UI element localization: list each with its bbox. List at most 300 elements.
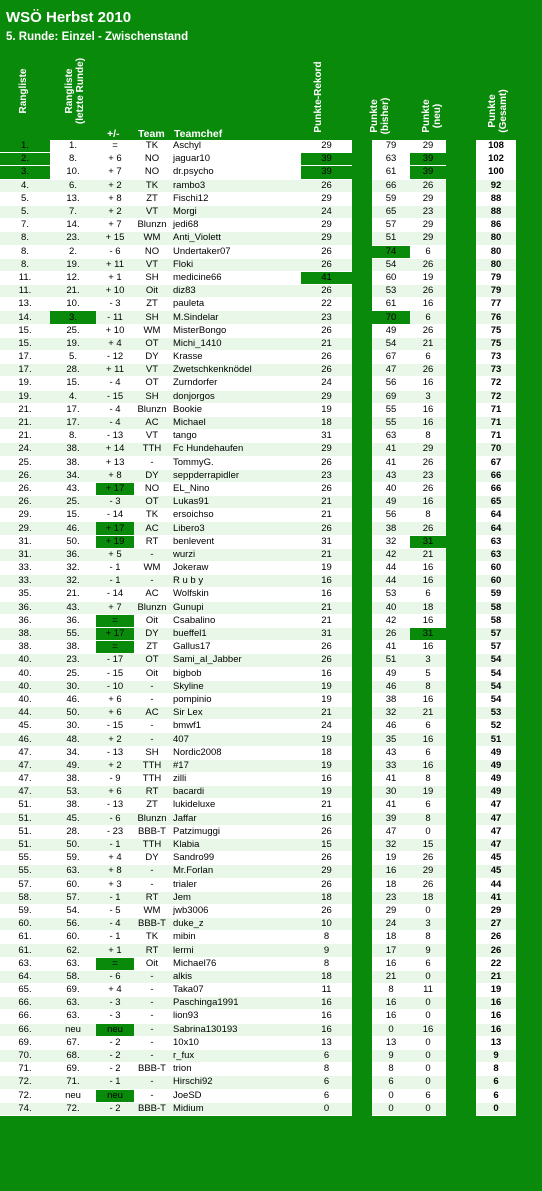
cell-punkte-rekord: 26 xyxy=(301,180,352,193)
cell-prev-rank: 10. xyxy=(50,298,96,311)
cell-punkte-rekord: 29 xyxy=(301,865,352,878)
cell-diff: - 3 xyxy=(96,997,134,1010)
cell-punkte-gesamt: 79 xyxy=(476,272,516,285)
cell-punkte-bisher: 55 xyxy=(372,417,410,430)
cell-teamchef: duke_z xyxy=(170,918,301,931)
cell-team: RT xyxy=(134,786,170,799)
cell-punkte-neu: 26 xyxy=(410,522,446,535)
column-gap xyxy=(352,944,372,957)
column-gap xyxy=(352,747,372,760)
cell-punkte-gesamt: 51 xyxy=(476,733,516,746)
column-gap xyxy=(446,707,476,720)
cell-rank: 19. xyxy=(0,377,50,390)
cell-rank: 65. xyxy=(0,984,50,997)
cell-punkte-bisher: 19 xyxy=(372,852,410,865)
column-gap xyxy=(446,404,476,417)
cell-prev-rank: 38. xyxy=(50,773,96,786)
cell-teamchef: Libero3 xyxy=(170,522,301,535)
table-row xyxy=(0,509,516,522)
cell-punkte-neu: 21 xyxy=(410,549,446,562)
cell-punkte-bisher: 54 xyxy=(372,259,410,272)
cell-teamchef: Sabrina130193 xyxy=(170,1024,301,1037)
table-row xyxy=(0,549,516,562)
table-row xyxy=(0,852,516,865)
column-gap xyxy=(446,575,476,588)
cell-rank: 47. xyxy=(0,747,50,760)
cell-punkte-bisher: 0 xyxy=(372,1090,410,1103)
cell-punkte-neu: 8 xyxy=(410,681,446,694)
standings-table-wrap xyxy=(0,140,542,1116)
column-gap xyxy=(352,588,372,601)
cell-rank: 51. xyxy=(0,813,50,826)
cell-punkte-neu: 26 xyxy=(410,325,446,338)
cell-punkte-rekord: 16 xyxy=(301,997,352,1010)
cell-team: TK xyxy=(134,509,170,522)
table-row xyxy=(0,404,516,417)
cell-rank: 72. xyxy=(0,1090,50,1103)
cell-teamchef: R u b y xyxy=(170,575,301,588)
cell-punkte-bisher: 63 xyxy=(372,153,410,166)
cell-punkte-neu: 6 xyxy=(410,311,446,324)
column-gap xyxy=(352,852,372,865)
cell-punkte-gesamt: 49 xyxy=(476,773,516,786)
cell-punkte-neu: 0 xyxy=(410,1010,446,1023)
cell-team: - xyxy=(134,1024,170,1037)
cell-diff: + 17 xyxy=(96,483,134,496)
cell-punkte-bisher: 60 xyxy=(372,272,410,285)
cell-punkte-rekord: 21 xyxy=(301,799,352,812)
cell-punkte-rekord: 21 xyxy=(301,615,352,628)
cell-prev-rank: 59. xyxy=(50,852,96,865)
column-gap xyxy=(446,246,476,259)
cell-punkte-rekord: 26 xyxy=(301,325,352,338)
cell-rank: 8. xyxy=(0,246,50,259)
cell-punkte-gesamt: 100 xyxy=(476,166,516,179)
cell-teamchef: Klabia xyxy=(170,839,301,852)
column-gap xyxy=(352,786,372,799)
cell-punkte-bisher: 40 xyxy=(372,483,410,496)
cell-punkte-neu: 31 xyxy=(410,536,446,549)
cell-prev-rank: 30. xyxy=(50,681,96,694)
column-gap xyxy=(446,193,476,206)
cell-team: SH xyxy=(134,311,170,324)
cell-diff: - 5 xyxy=(96,905,134,918)
cell-punkte-rekord: 19 xyxy=(301,760,352,773)
column-gap xyxy=(352,813,372,826)
cell-punkte-rekord: 23 xyxy=(301,470,352,483)
cell-punkte-rekord: 31 xyxy=(301,430,352,443)
cell-teamchef: Michi_1410 xyxy=(170,338,301,351)
cell-punkte-neu: 21 xyxy=(410,707,446,720)
cell-punkte-neu: 0 xyxy=(410,1103,446,1116)
cell-team: WM xyxy=(134,905,170,918)
column-gap xyxy=(352,1076,372,1089)
cell-diff: + 14 xyxy=(96,443,134,456)
cell-prev-rank: 34. xyxy=(50,470,96,483)
column-gap xyxy=(352,404,372,417)
cell-rank: 15. xyxy=(0,338,50,351)
cell-teamchef: MisterBongo xyxy=(170,325,301,338)
page-subtitle: 5. Runde: Einzel - Zwischenstand xyxy=(6,31,189,43)
cell-punkte-rekord: 0 xyxy=(301,1103,352,1116)
cell-rank: 4. xyxy=(0,180,50,193)
cell-punkte-neu: 3 xyxy=(410,391,446,404)
cell-prev-rank: 55. xyxy=(50,628,96,641)
header-punkte-neu xyxy=(421,95,443,137)
cell-prev-rank: neu xyxy=(50,1024,96,1037)
cell-prev-rank: 25. xyxy=(50,496,96,509)
table-row xyxy=(0,391,516,404)
cell-punkte-gesamt: 26 xyxy=(476,931,516,944)
cell-punkte-gesamt: 53 xyxy=(476,707,516,720)
column-gap xyxy=(446,1103,476,1116)
cell-punkte-gesamt: 75 xyxy=(476,325,516,338)
cell-punkte-rekord: 26 xyxy=(301,641,352,654)
column-gap xyxy=(446,681,476,694)
column-gap xyxy=(446,641,476,654)
header-diff: +/- xyxy=(107,128,120,140)
cell-punkte-bisher: 54 xyxy=(372,338,410,351)
cell-punkte-gesamt: 0 xyxy=(476,1103,516,1116)
column-gap xyxy=(352,272,372,285)
cell-rank: 24. xyxy=(0,443,50,456)
column-gap xyxy=(352,351,372,364)
cell-teamchef: medicine66 xyxy=(170,272,301,285)
cell-punkte-neu: 0 xyxy=(410,826,446,839)
cell-rank: 17. xyxy=(0,351,50,364)
cell-punkte-neu: 8 xyxy=(410,430,446,443)
cell-rank: 47. xyxy=(0,786,50,799)
cell-rank: 57. xyxy=(0,879,50,892)
cell-prev-rank: 23. xyxy=(50,654,96,667)
cell-rank: 26. xyxy=(0,483,50,496)
header-teamchef: Teamchef xyxy=(174,128,223,140)
cell-punkte-gesamt: 92 xyxy=(476,180,516,193)
cell-rank: 14. xyxy=(0,311,50,324)
cell-prev-rank: 8. xyxy=(50,430,96,443)
cell-rank: 1. xyxy=(0,140,50,153)
cell-team: - xyxy=(134,1090,170,1103)
cell-diff: + 19 xyxy=(96,536,134,549)
cell-punkte-gesamt: 76 xyxy=(476,311,516,324)
cell-team: ZT xyxy=(134,799,170,812)
cell-diff: - 3 xyxy=(96,1010,134,1023)
cell-team: - xyxy=(134,971,170,984)
column-gap xyxy=(446,311,476,324)
cell-punkte-gesamt: 108 xyxy=(476,140,516,153)
header-rangliste: Rangliste xyxy=(18,68,29,114)
cell-rank: 21. xyxy=(0,404,50,417)
cell-rank: 47. xyxy=(0,773,50,786)
cell-punkte-gesamt: 47 xyxy=(476,799,516,812)
cell-diff: + 7 xyxy=(96,602,134,615)
cell-rank: 17. xyxy=(0,364,50,377)
cell-punkte-neu: 26 xyxy=(410,879,446,892)
table-row xyxy=(0,351,516,364)
cell-punkte-bisher: 49 xyxy=(372,496,410,509)
cell-diff: - 1 xyxy=(96,931,134,944)
cell-team: - xyxy=(134,984,170,997)
cell-teamchef: lermi xyxy=(170,944,301,957)
cell-punkte-rekord: 26 xyxy=(301,483,352,496)
table-row xyxy=(0,733,516,746)
column-gap xyxy=(352,1024,372,1037)
cell-punkte-gesamt: 57 xyxy=(476,628,516,641)
column-gap xyxy=(352,892,372,905)
cell-rank: 66. xyxy=(0,997,50,1010)
cell-punkte-gesamt: 72 xyxy=(476,391,516,404)
cell-diff: + 6 xyxy=(96,707,134,720)
column-gap xyxy=(446,180,476,193)
cell-punkte-neu: 16 xyxy=(410,1024,446,1037)
column-gap xyxy=(352,246,372,259)
cell-teamchef: Aschyl xyxy=(170,140,301,153)
table-row xyxy=(0,958,516,971)
cell-rank: 31. xyxy=(0,549,50,562)
cell-teamchef: Michael xyxy=(170,417,301,430)
cell-teamchef: Midium xyxy=(170,1103,301,1116)
cell-team: Blunzn xyxy=(134,813,170,826)
cell-teamchef: trialer xyxy=(170,879,301,892)
cell-teamchef: Hirschi92 xyxy=(170,1076,301,1089)
column-gap xyxy=(352,997,372,1010)
cell-punkte-neu: 29 xyxy=(410,193,446,206)
column-gap xyxy=(446,219,476,232)
cell-team: WM xyxy=(134,562,170,575)
cell-punkte-gesamt: 49 xyxy=(476,760,516,773)
cell-rank: 36. xyxy=(0,602,50,615)
cell-diff: - 10 xyxy=(96,681,134,694)
column-gap xyxy=(446,852,476,865)
cell-diff: + 2 xyxy=(96,733,134,746)
column-gap xyxy=(446,918,476,931)
column-gap xyxy=(352,193,372,206)
cell-punkte-rekord: 6 xyxy=(301,1076,352,1089)
cell-teamchef: M.Sindelar xyxy=(170,311,301,324)
column-gap xyxy=(446,298,476,311)
cell-diff: + 2 xyxy=(96,760,134,773)
column-gap xyxy=(446,654,476,667)
cell-rank: 8. xyxy=(0,232,50,245)
cell-rank: 26. xyxy=(0,470,50,483)
cell-punkte-bisher: 21 xyxy=(372,971,410,984)
cell-punkte-rekord: 22 xyxy=(301,298,352,311)
cell-rank: 2. xyxy=(0,153,50,166)
table-row xyxy=(0,1024,516,1037)
column-gap xyxy=(446,694,476,707)
cell-punkte-gesamt: 6 xyxy=(476,1076,516,1089)
cell-prev-rank: 15. xyxy=(50,509,96,522)
cell-punkte-neu: 15 xyxy=(410,839,446,852)
cell-prev-rank: 19. xyxy=(50,259,96,272)
header-rangliste-letzte-line2: (letzte Runde) xyxy=(75,57,86,125)
table-row xyxy=(0,364,516,377)
header-punkte-bisher-line2: (bisher) xyxy=(380,97,391,135)
cell-punkte-gesamt: 52 xyxy=(476,720,516,733)
column-gap xyxy=(352,311,372,324)
column-gap xyxy=(352,984,372,997)
cell-rank: 40. xyxy=(0,694,50,707)
column-gap xyxy=(446,602,476,615)
table-row xyxy=(0,931,516,944)
cell-rank: 5. xyxy=(0,193,50,206)
cell-prev-rank: 67. xyxy=(50,1037,96,1050)
cell-teamchef: Jaffar xyxy=(170,813,301,826)
cell-punkte-bisher: 16 xyxy=(372,958,410,971)
cell-teamchef: r_fux xyxy=(170,1050,301,1063)
cell-punkte-bisher: 61 xyxy=(372,298,410,311)
cell-diff: - 1 xyxy=(96,562,134,575)
table-row xyxy=(0,747,516,760)
cell-punkte-neu: 26 xyxy=(410,259,446,272)
standings-table xyxy=(0,140,516,1116)
cell-punkte-gesamt: 16 xyxy=(476,1010,516,1023)
cell-team: Oit xyxy=(134,958,170,971)
column-gap xyxy=(446,971,476,984)
cell-teamchef: Csabalino xyxy=(170,615,301,628)
column-gap xyxy=(446,1037,476,1050)
cell-punkte-bisher: 8 xyxy=(372,1063,410,1076)
cell-punkte-bisher: 18 xyxy=(372,879,410,892)
cell-punkte-gesamt: 8 xyxy=(476,1063,516,1076)
cell-punkte-gesamt: 60 xyxy=(476,575,516,588)
table-row xyxy=(0,1090,516,1103)
cell-teamchef: #17 xyxy=(170,760,301,773)
cell-diff: - 6 xyxy=(96,971,134,984)
cell-rank: 5. xyxy=(0,206,50,219)
cell-team: - xyxy=(134,733,170,746)
cell-prev-rank: 46. xyxy=(50,522,96,535)
table-row xyxy=(0,166,516,179)
cell-punkte-neu: 16 xyxy=(410,760,446,773)
table-row xyxy=(0,602,516,615)
column-gap xyxy=(446,813,476,826)
cell-teamchef: bigbob xyxy=(170,668,301,681)
cell-punkte-gesamt: 88 xyxy=(476,206,516,219)
column-gap xyxy=(446,615,476,628)
cell-diff: - 1 xyxy=(96,1076,134,1089)
cell-team: VT xyxy=(134,364,170,377)
cell-punkte-gesamt: 57 xyxy=(476,641,516,654)
column-gap xyxy=(352,971,372,984)
cell-punkte-neu: 18 xyxy=(410,602,446,615)
cell-punkte-neu: 0 xyxy=(410,1076,446,1089)
cell-punkte-rekord: 10 xyxy=(301,918,352,931)
cell-prev-rank: 38. xyxy=(50,641,96,654)
cell-punkte-neu: 16 xyxy=(410,562,446,575)
cell-prev-rank: 43. xyxy=(50,483,96,496)
column-gap xyxy=(352,509,372,522)
cell-team: RT xyxy=(134,536,170,549)
column-gap xyxy=(446,562,476,575)
table-row xyxy=(0,799,516,812)
cell-punkte-bisher: 41 xyxy=(372,799,410,812)
cell-team: DY xyxy=(134,470,170,483)
column-gap xyxy=(352,140,372,153)
cell-diff: = xyxy=(96,958,134,971)
cell-prev-rank: 60. xyxy=(50,879,96,892)
column-gap xyxy=(446,470,476,483)
cell-punkte-rekord: 8 xyxy=(301,958,352,971)
table-row xyxy=(0,760,516,773)
column-gap xyxy=(352,483,372,496)
cell-punkte-neu: 21 xyxy=(410,338,446,351)
cell-punkte-gesamt: 49 xyxy=(476,747,516,760)
cell-punkte-bisher: 41 xyxy=(372,773,410,786)
cell-prev-rank: 50. xyxy=(50,839,96,852)
cell-punkte-bisher: 17 xyxy=(372,944,410,957)
cell-team: SH xyxy=(134,272,170,285)
cell-diff: neu xyxy=(96,1024,134,1037)
column-gap xyxy=(352,707,372,720)
cell-punkte-gesamt: 47 xyxy=(476,839,516,852)
column-gap xyxy=(352,364,372,377)
cell-punkte-bisher: 8 xyxy=(372,984,410,997)
cell-prev-rank: 58. xyxy=(50,971,96,984)
cell-prev-rank: 17. xyxy=(50,404,96,417)
cell-team: DY xyxy=(134,852,170,865)
cell-punkte-neu: 6 xyxy=(410,747,446,760)
cell-prev-rank: 8. xyxy=(50,153,96,166)
cell-prev-rank: 1. xyxy=(50,140,96,153)
cell-prev-rank: 54. xyxy=(50,905,96,918)
cell-rank: 61. xyxy=(0,931,50,944)
column-gap xyxy=(446,628,476,641)
cell-rank: 40. xyxy=(0,668,50,681)
header-rangliste-letzte-line1: Rangliste xyxy=(64,68,75,114)
cell-punkte-rekord: 6 xyxy=(301,1090,352,1103)
cell-punkte-gesamt: 73 xyxy=(476,351,516,364)
cell-punkte-bisher: 26 xyxy=(372,628,410,641)
cell-punkte-rekord: 19 xyxy=(301,562,352,575)
cell-punkte-neu: 16 xyxy=(410,404,446,417)
cell-rank: 35. xyxy=(0,588,50,601)
cell-team: NO xyxy=(134,483,170,496)
cell-teamchef: lion93 xyxy=(170,1010,301,1023)
cell-rank: 60. xyxy=(0,918,50,931)
table-row xyxy=(0,325,516,338)
column-gap xyxy=(446,773,476,786)
table-row xyxy=(0,813,516,826)
column-gap xyxy=(446,549,476,562)
cell-punkte-neu: 0 xyxy=(410,971,446,984)
cell-diff: - 6 xyxy=(96,246,134,259)
cell-team: NO xyxy=(134,246,170,259)
cell-teamchef: Wolfskin xyxy=(170,588,301,601)
cell-diff: + 11 xyxy=(96,364,134,377)
table-row xyxy=(0,786,516,799)
cell-prev-rank: 21. xyxy=(50,285,96,298)
column-gap xyxy=(446,931,476,944)
cell-team: OT xyxy=(134,338,170,351)
cell-teamchef: pauleta xyxy=(170,298,301,311)
cell-diff: + 2 xyxy=(96,180,134,193)
table-row xyxy=(0,153,516,166)
cell-team: - xyxy=(134,549,170,562)
column-gap xyxy=(446,786,476,799)
cell-prev-rank: 14. xyxy=(50,219,96,232)
cell-punkte-bisher: 18 xyxy=(372,931,410,944)
table-row xyxy=(0,259,516,272)
cell-punkte-gesamt: 58 xyxy=(476,602,516,615)
cell-team: TTH xyxy=(134,773,170,786)
cell-diff: - 14 xyxy=(96,588,134,601)
cell-diff: - 13 xyxy=(96,747,134,760)
cell-punkte-bisher: 29 xyxy=(372,905,410,918)
cell-punkte-rekord: 24 xyxy=(301,720,352,733)
cell-punkte-bisher: 49 xyxy=(372,325,410,338)
cell-prev-rank: 4. xyxy=(50,391,96,404)
